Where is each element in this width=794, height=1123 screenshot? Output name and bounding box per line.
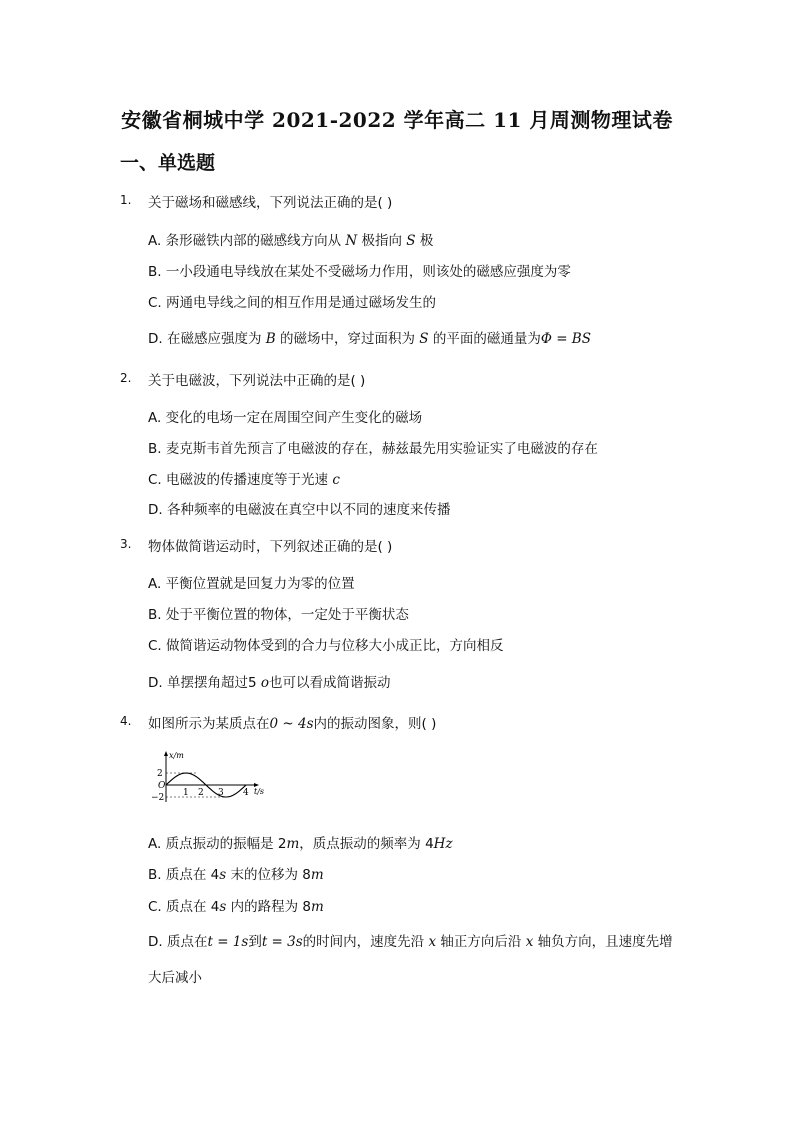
- y-tick-2: 2: [157, 769, 163, 779]
- x-axis-label: t/s: [254, 787, 265, 796]
- option-d: D. 在磁感应强度为 B 的磁场中，穿过面积为 S 的平面的磁通量为Φ = BS: [148, 331, 591, 347]
- y-tick-neg2: −2: [151, 793, 165, 803]
- x-tick-1: 1: [183, 788, 189, 798]
- question-number: 4.: [120, 714, 132, 728]
- question-number: 3.: [120, 537, 132, 551]
- question-stem: 如图所示为某质点在0 ~ 4s内的振动图象，则( ): [148, 716, 437, 732]
- option-b: B. 质点在 4s 末的位移为 8m: [148, 867, 324, 883]
- option-c: C. 两通电导线之间的相互作用是通过磁场发生的: [148, 295, 437, 311]
- question-stem: 物体做简谐运动时，下列叙述正确的是( ): [148, 539, 393, 555]
- question-stem: 关于电磁波，下列说法中正确的是( ): [148, 373, 366, 389]
- option-d: D. 质点在t = 1s到t = 3s的时间内，速度先沿 x 轴正方向后沿 x 轴负方向，且速度先增: [148, 934, 673, 950]
- page-title: 安徽省桐城中学 2021-2022 学年高二 11 月周测物理试卷: [121, 108, 673, 132]
- option-a: A. 变化的电场一定在周围空间产生变化的磁场: [148, 410, 423, 426]
- x-tick-4: 4: [243, 788, 249, 798]
- question-stem: 关于磁场和磁感线，下列说法正确的是( ): [148, 195, 393, 211]
- option-b: B. 麦克斯韦首先预言了电磁波的存在，赫兹最先用实验证实了电磁波的存在: [148, 441, 598, 457]
- x-tick-2: 2: [198, 788, 204, 798]
- section-heading: 一、单选题: [120, 152, 216, 174]
- y-axis-arrow: [164, 751, 168, 756]
- vibration-graph: [146, 750, 271, 808]
- option-c: C. 质点在 4s 内的路程为 8m: [148, 899, 324, 915]
- origin-label: O: [158, 781, 166, 791]
- question-number: 2.: [120, 371, 132, 385]
- option-c: C. 做简谐运动物体受到的合力与位移大小成正比，方向相反: [148, 638, 504, 654]
- y-axis-label: x/m: [169, 751, 184, 760]
- option-b: B. 一小段通电导线放在某处不受磁场力作用，则该处的磁感应强度为零: [148, 264, 571, 280]
- option-d: D. 单摆摆角超过5 o也可以看成简谐振动: [148, 675, 391, 691]
- x-tick-3: 3: [218, 788, 224, 798]
- option-a: A. 平衡位置就是回复力为零的位置: [148, 576, 355, 592]
- question-number: 1.: [120, 193, 132, 207]
- option-b: B. 处于平衡位置的物体，一定处于平衡状态: [148, 607, 409, 623]
- option-a: A. 质点振动的振幅是 2m，质点振动的频率为 4Hz: [148, 836, 453, 852]
- option-d: D. 各种频率的电磁波在真空中以不同的速度来传播: [148, 502, 451, 518]
- option-a: A. 条形磁铁内部的磁感线方向从 N 极指向 S 极: [148, 233, 434, 249]
- option-d-continued: 大后减小: [148, 970, 202, 986]
- option-c: C. 电磁波的传播速度等于光速 c: [148, 472, 340, 488]
